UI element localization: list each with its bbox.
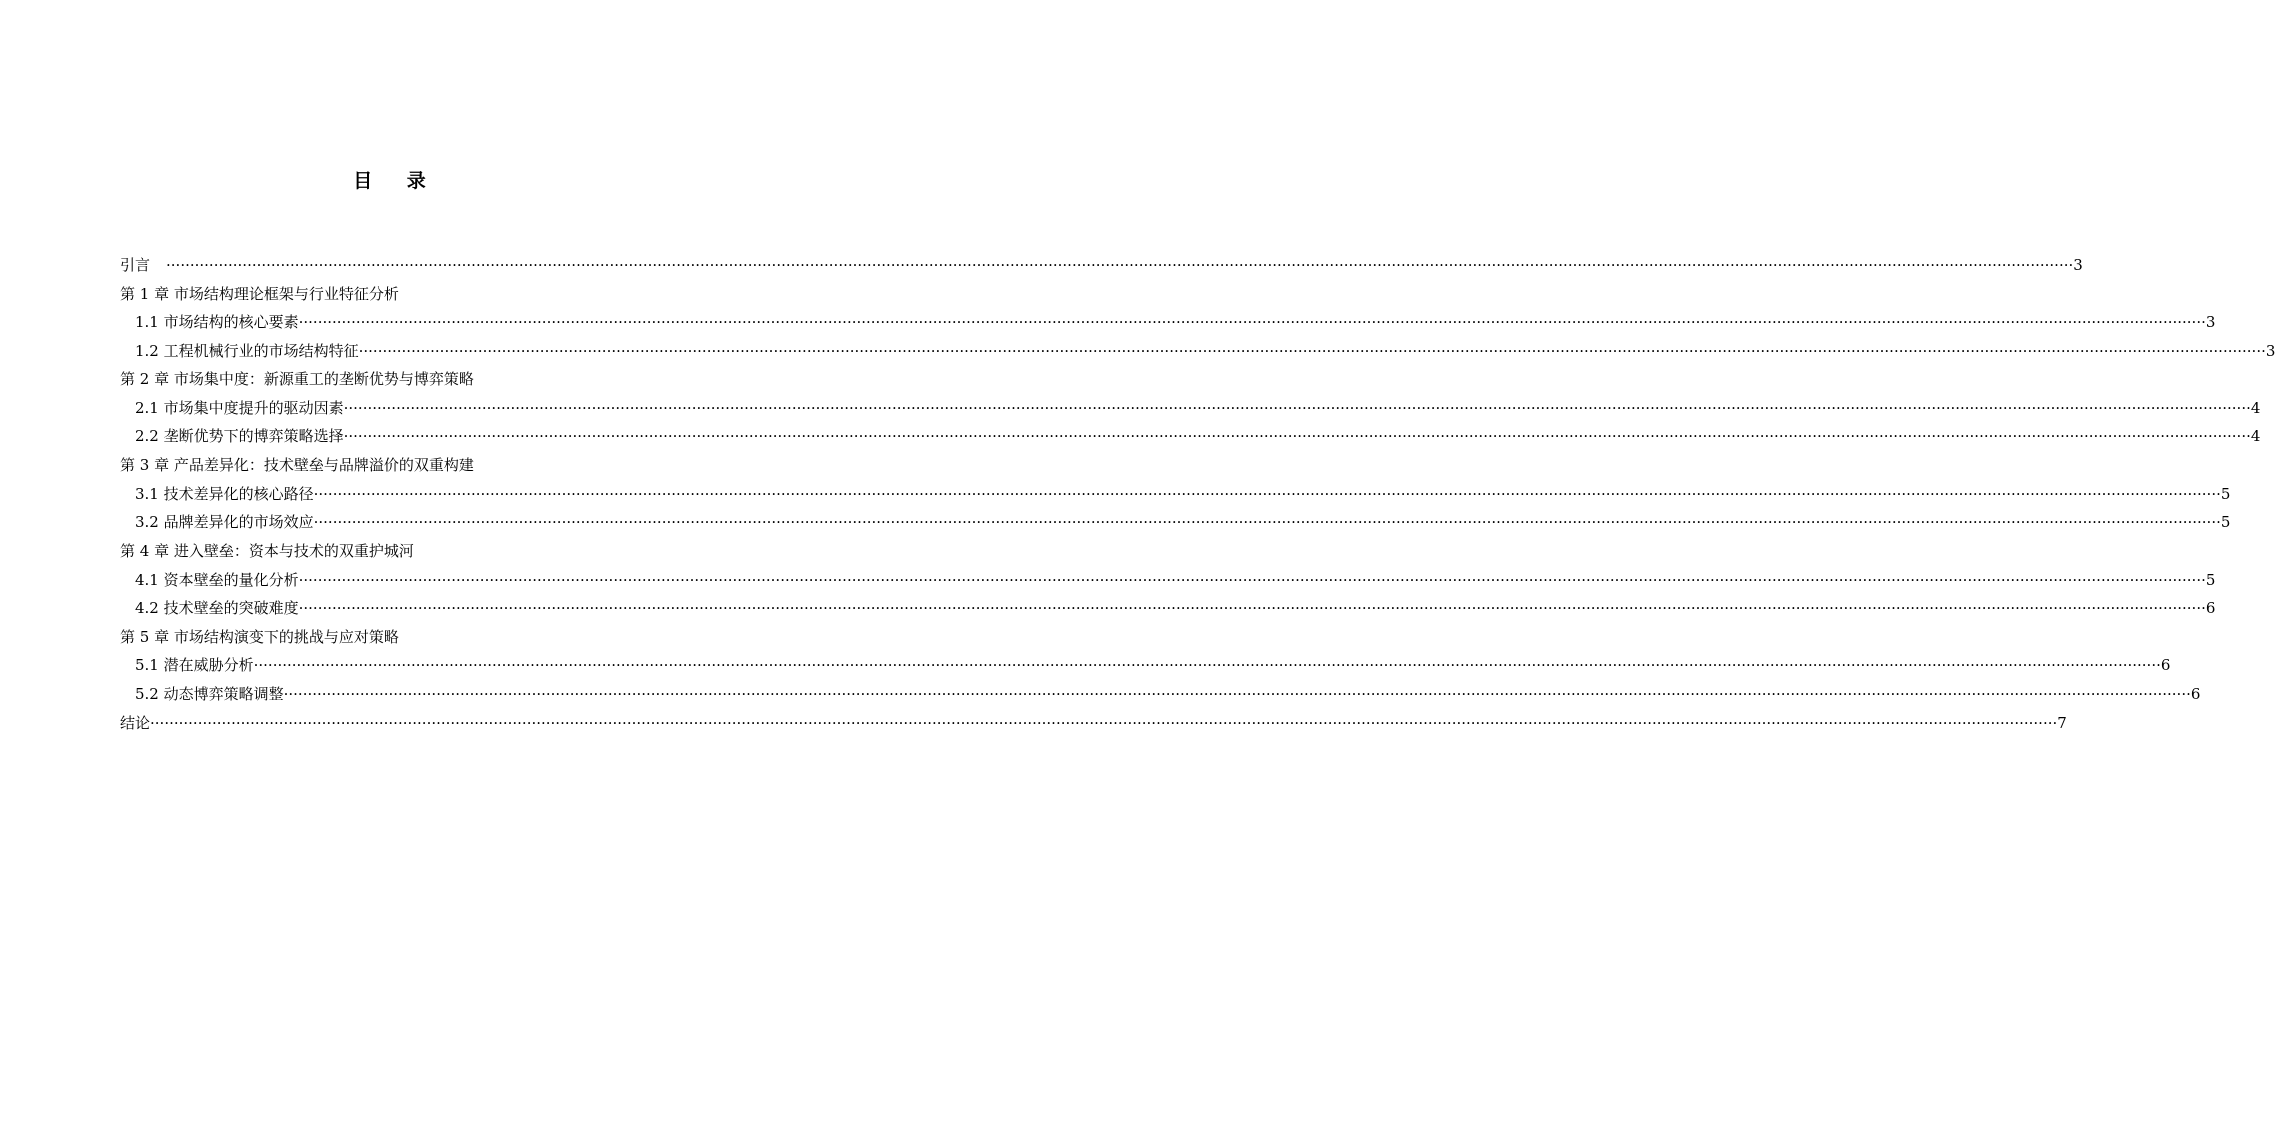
- toc-entry-label: 第 2 章 市场集中度：新源重工的垄断优势与博弈策略: [120, 370, 474, 388]
- toc-entry-section[interactable]: [135, 510, 2231, 534]
- toc-entry-label: 2.1 市场集中度提升的驱动因素: [135, 399, 344, 417]
- toc-entry-chapter[interactable]: [120, 367, 474, 391]
- toc-entry-label: 5.2 动态博弈策略调整: [135, 685, 284, 703]
- toc-entry-section[interactable]: [135, 339, 2275, 363]
- toc-page-number: 5: [2205, 571, 2216, 589]
- toc-dot-leader: ················································································································································································································································································································································································································: [343, 427, 2251, 445]
- toc-entry-chapter[interactable]: [120, 282, 399, 306]
- toc-entry-label: 第 3 章 产品差异化：技术壁垒与品牌溢价的双重构建: [120, 456, 474, 474]
- toc-entry-section[interactable]: [135, 424, 2261, 448]
- toc-entry-label: 4.2 技术壁垒的突破难度: [135, 599, 299, 617]
- toc-entry-section[interactable]: [135, 310, 2216, 334]
- toc-dot-leader: ················································································································································································································································································································································································································: [313, 485, 2221, 503]
- toc-entry-section[interactable]: [135, 568, 2216, 592]
- toc-dot-leader: ················································································································································································································································································································································································································: [343, 399, 2251, 417]
- toc-entry-label: 3.2 品牌差异化的市场效应: [135, 513, 314, 531]
- toc-entry-label: 引言: [120, 256, 151, 274]
- toc-entry-section[interactable]: [135, 682, 2201, 706]
- toc-dot-leader: ················································································································································································································································································································································································································: [298, 313, 2206, 331]
- toc-entry-label: 1.1 市场结构的核心要素: [135, 313, 299, 331]
- toc-page-number: 4: [2250, 399, 2261, 417]
- toc-entry-chapter[interactable]: [120, 253, 2083, 277]
- toc-entry-chapter[interactable]: [120, 453, 474, 477]
- toc-page-number: 6: [2160, 656, 2171, 674]
- toc-entry-chapter[interactable]: [120, 539, 414, 563]
- toc-dot-leader: ················································································································································································································································································································································································································: [298, 571, 2206, 589]
- toc-entry-label: 5.1 潜在威胁分析: [135, 656, 254, 674]
- toc-entry-label: 第 4 章 进入壁垒：资本与技术的双重护城河: [120, 542, 414, 560]
- toc-page-number: 5: [2220, 513, 2231, 531]
- toc-dot-leader: ················································································································································································································································································································································································································: [313, 513, 2221, 531]
- toc-dot-leader: ················································································································································································································································································································································································································: [253, 656, 2161, 674]
- toc-page-number: 7: [2057, 714, 2067, 732]
- toc-entry-label: 第 5 章 市场结构演变下的挑战与应对策略: [120, 628, 399, 646]
- toc-page-number: 3: [2205, 313, 2216, 331]
- toc-page-number: 5: [2220, 485, 2231, 503]
- toc-dot-leader: ················································································································································································································································································································································································································: [150, 714, 2058, 732]
- toc-entry-chapter[interactable]: [120, 625, 399, 649]
- toc-dot-leader: ················································································································································································································································································································································································································: [283, 685, 2191, 703]
- toc-dot-leader: ················································································································································································································································································································································································································: [358, 342, 2266, 360]
- toc-dot-leader: ················································································································································································································································································································································································································: [298, 599, 2206, 617]
- toc-dot-leader: ················································································································································································································································································································································································································: [166, 256, 2074, 274]
- toc-entry-section[interactable]: [135, 482, 2231, 506]
- toc-entry-section[interactable]: [135, 396, 2261, 420]
- toc-page-number: 6: [2205, 599, 2216, 617]
- toc-entry-label: 2.2 垄断优势下的博弈策略选择: [135, 427, 344, 445]
- toc-entry-label: 3.1 技术差异化的核心路径: [135, 485, 314, 503]
- toc-entry-label: 4.1 资本壁垒的量化分析: [135, 571, 299, 589]
- toc-entry-chapter[interactable]: [120, 711, 2067, 735]
- toc-title: 目 录: [353, 170, 440, 192]
- toc-page-number: 3: [2265, 342, 2275, 360]
- toc-entry-label: 结论: [120, 714, 151, 732]
- toc-entry-label: 第 1 章 市场结构理论框架与行业特征分析: [120, 285, 399, 303]
- toc-page-number: 3: [2073, 256, 2083, 274]
- toc-page-number: 4: [2250, 427, 2261, 445]
- toc-entry-label: 1.2 工程机械行业的市场结构特征: [135, 342, 359, 360]
- toc-page-number: 6: [2190, 685, 2201, 703]
- toc-entry-section[interactable]: [135, 596, 2216, 620]
- toc-entry-section[interactable]: [135, 653, 2171, 677]
